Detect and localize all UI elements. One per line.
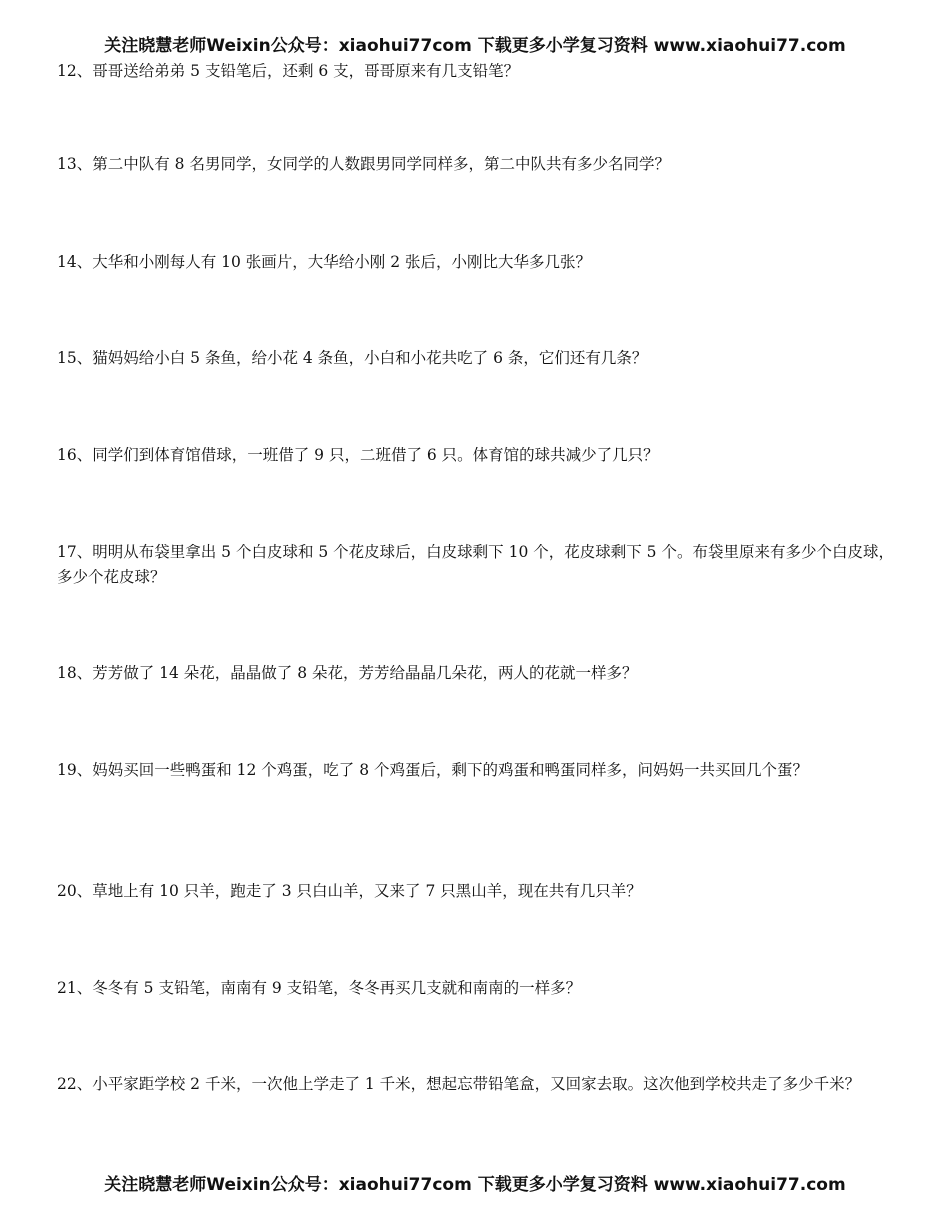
question-18: 18、芳芳做了 14 朵花，晶晶做了 8 朵花，芳芳给晶晶几朵花，两人的花就一样多？ [57,664,638,682]
question-12: 12、哥哥送给弟弟 5 支铅笔后，还剩 6 支，哥哥原来有几支铅笔？ [57,62,520,80]
question-22: 22、小平家距学校 2 千米，一次他上学走了 1 千米，想起忘带铅笔盒，又回家去取。这次他到学校共走了多少千米？ [57,1075,861,1093]
question-15: 15、猫妈妈给小白 5 条鱼，给小花 4 条鱼，小白和小花共吃了 6 条，它们还有几条？ [57,349,648,367]
question-16: 16、同学们到体育馆借球，一班借了 9 只，二班借了 6 只。体育馆的球共减少了几只？ [57,446,659,464]
question-14: 14、大华和小刚每人有 10 张画片，大华给小刚 2 张后，小刚比大华多几张？ [57,253,592,271]
question-19: 19、妈妈买回一些鸭蛋和 12 个鸡蛋，吃了 8 个鸡蛋后，剩下的鸡蛋和鸭蛋同样多，问妈妈一共买回几个蛋？ [57,761,809,779]
question-20: 20、草地上有 10 只羊，跑走了 3 只白山羊，又来了 7 只黑山羊，现在共有几只羊？ [57,882,642,900]
question-17: 17、明明从布袋里拿出 5 个白皮球和 5 个花皮球后，白皮球剩下 10 个，花皮球剩下 5 个。布袋里原来有多少个白皮球，多少个花皮球？ [57,543,894,586]
footer-banner: 关注晓慧老师Weixin公众号：xiaohui77com 下载更多小学复习资料 www.xiaohui77.com [104,1175,846,1195]
question-21: 21、冬冬有 5 支铅笔，南南有 9 支铅笔，冬冬再买几支就和南南的一样多？ [57,979,582,997]
question-13: 13、第二中队有 8 名男同学，女同学的人数跟男同学同样多，第二中队共有多少名同学？ [57,155,670,173]
header-banner: 关注晓慧老师Weixin公众号：xiaohui77com 下载更多小学复习资料 www.xiaohui77.com [104,36,846,56]
